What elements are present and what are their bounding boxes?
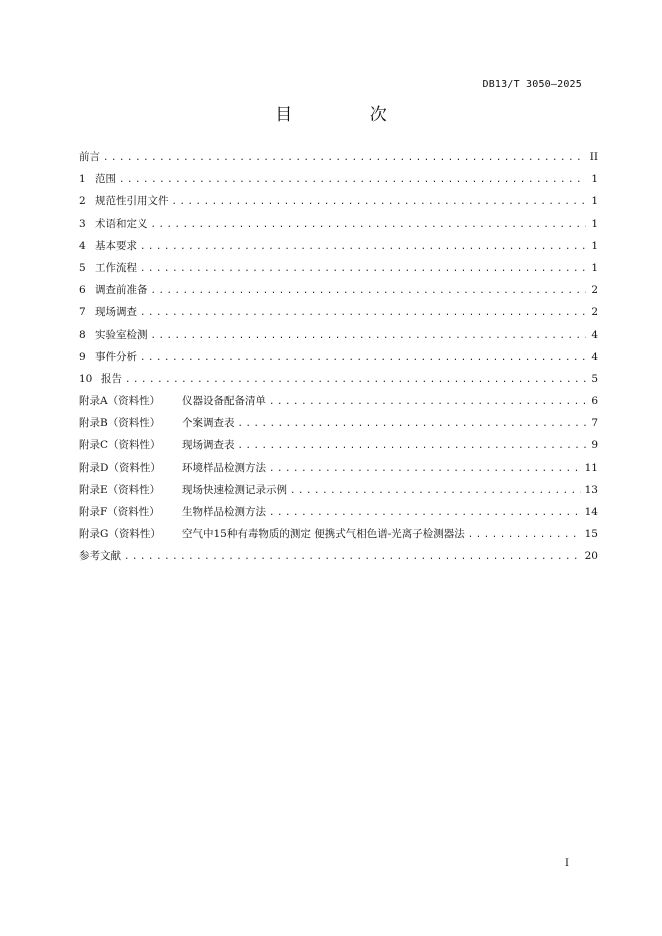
toc-entry[interactable]: [79, 168, 598, 190]
toc-entry-page: 13: [584, 483, 598, 496]
toc-entry-label: [79, 235, 137, 257]
toc-entry-page: 7: [591, 417, 598, 430]
toc-entry[interactable]: [79, 279, 598, 301]
toc-entry-page: 4: [591, 328, 598, 341]
toc-leader-dots: [238, 413, 587, 435]
toc-entry-title: 个案调查表: [182, 417, 235, 430]
toc-entry-title: 生物样品检测方法: [182, 506, 266, 518]
toc-entry-label: [79, 279, 148, 301]
toc-entry-page: 2: [591, 284, 598, 297]
toc-entry[interactable]: [79, 301, 598, 323]
toc-leader-dots: [468, 524, 581, 546]
toc-annex-prefix: 附录D（资料性）: [79, 461, 161, 474]
toc-entry-page: 15: [584, 528, 598, 541]
toc-entry-page: 20: [584, 550, 598, 563]
toc-leader-dots: [124, 546, 581, 568]
toc-entry[interactable]: [79, 434, 598, 456]
toc-entry-number: 10: [79, 372, 93, 385]
toc-entry-title: 调查前准备: [95, 284, 148, 297]
toc-entry-page: 1: [591, 261, 598, 274]
toc-entry-title: 空气中15种有毒物质的测定 便携式气相色谱-光离子检测器法: [182, 528, 465, 541]
toc-entry[interactable]: [79, 523, 598, 545]
table-of-contents: [79, 146, 598, 568]
toc-entry-label: [79, 257, 137, 279]
toc-entry-page: II: [589, 151, 598, 163]
toc-leader-dots: [140, 302, 586, 324]
toc-entry-title: 报告: [101, 372, 122, 385]
toc-entry-label: [79, 501, 266, 523]
toc-entry-label: [79, 190, 169, 212]
toc-entry-number: 8: [79, 328, 86, 341]
toc-leader-dots: [269, 502, 581, 524]
toc-entry[interactable]: [79, 545, 598, 567]
toc-entry[interactable]: [79, 346, 598, 368]
toc-entry-page: 4: [591, 350, 598, 363]
toc-entry-number: 2: [79, 195, 86, 208]
toc-entry-page: 9: [591, 439, 598, 452]
toc-leader-dots: [140, 258, 586, 280]
toc-annex-prefix: 附录B（资料性）: [79, 417, 161, 430]
toc-entry-label: [79, 434, 235, 456]
toc-entry-title: 环境样品检测方法: [182, 461, 266, 474]
toc-entry-page: 11: [584, 461, 598, 474]
toc-annex-prefix: 附录G（资料性）: [79, 528, 161, 541]
toc-entry-page: 5: [591, 372, 598, 385]
toc-leader-dots: [119, 169, 586, 191]
toc-entry-page: 14: [584, 506, 598, 518]
toc-entry-title: 基本要求: [95, 239, 137, 252]
toc-leader-dots: [125, 369, 586, 391]
toc-entry-label: [79, 479, 287, 501]
toc-entry-title: 术语和定义: [95, 217, 148, 230]
toc-leader-dots: [269, 391, 586, 413]
toc-annex-prefix: 附录F（资料性）: [79, 506, 160, 518]
toc-entry-number: 5: [79, 261, 86, 274]
toc-entry[interactable]: [79, 235, 598, 257]
toc-entry[interactable]: [79, 412, 598, 434]
toc-entry-label: [79, 523, 465, 545]
toc-entry[interactable]: [79, 213, 598, 235]
toc-entry-page: 1: [591, 217, 598, 230]
toc-entry-number: 9: [79, 350, 86, 363]
toc-entry[interactable]: [79, 501, 598, 523]
toc-entry-title: 现场调查: [95, 306, 137, 319]
toc-leader-dots: [140, 236, 586, 258]
toc-entry-number: 6: [79, 284, 86, 297]
toc-annex-prefix: 附录E（资料性）: [79, 483, 161, 496]
toc-entry-number: 4: [79, 239, 86, 252]
toc-leader-dots: [269, 458, 581, 480]
toc-entry-title: 工作流程: [95, 261, 137, 274]
toc-entry[interactable]: [79, 479, 598, 501]
toc-entry-number: 3: [79, 217, 86, 230]
toc-entry-title: 现场调查表: [182, 439, 235, 452]
toc-entry[interactable]: [79, 457, 598, 479]
toc-entry-title: 参考文献: [79, 550, 121, 563]
toc-entry-page: 1: [591, 173, 598, 186]
toc-entry-label: [79, 368, 122, 390]
toc-annex-prefix: 附录C（资料性）: [79, 439, 161, 452]
toc-entry-label: [79, 346, 137, 368]
toc-entry-page: 1: [591, 195, 598, 208]
toc-leader-dots: [103, 147, 586, 169]
toc-entry[interactable]: [79, 190, 598, 212]
toc-entry[interactable]: [79, 324, 598, 346]
toc-entry[interactable]: [79, 146, 598, 168]
toc-leader-dots: [140, 347, 586, 369]
toc-entry-label: [79, 146, 100, 168]
toc-leader-dots: [290, 480, 581, 502]
toc-entry-label: [79, 412, 235, 434]
toc-entry-page: 2: [591, 306, 598, 319]
toc-leader-dots: [151, 214, 587, 236]
toc-entry-title: 现场快速检测记录示例: [182, 483, 287, 496]
toc-leader-dots: [238, 435, 587, 457]
toc-entry-label: [79, 213, 148, 235]
toc-entry-label: [79, 545, 121, 567]
toc-entry-title: 实验室检测: [95, 328, 148, 341]
toc-entry-label: [79, 168, 116, 190]
toc-entry-title: 事件分析: [95, 350, 137, 363]
toc-leader-dots: [151, 280, 587, 302]
toc-leader-dots: [151, 325, 587, 347]
toc-entry-page: 1: [591, 239, 598, 252]
toc-entry-number: 1: [79, 173, 86, 186]
standard-code: DB13/T 3050—2025: [482, 79, 582, 90]
toc-entry-title: 规范性引用文件: [95, 195, 169, 208]
toc-entry[interactable]: [79, 390, 598, 412]
toc-entry-page: 6: [591, 395, 598, 408]
page-number: I: [565, 858, 569, 869]
toc-entry-title: 仪器设备配备清单: [182, 395, 266, 408]
toc-entry-number: 7: [79, 306, 86, 319]
toc-entry-label: [79, 457, 266, 479]
toc-entry-title: 范围: [95, 173, 116, 186]
toc-entry-title: 前言: [79, 151, 100, 163]
toc-entry-label: [79, 301, 137, 323]
toc-title: 目 次: [275, 105, 423, 125]
toc-entry[interactable]: [79, 368, 598, 390]
toc-leader-dots: [172, 191, 587, 213]
toc-entry-label: [79, 324, 148, 346]
toc-entry[interactable]: [79, 257, 598, 279]
toc-annex-prefix: 附录A（资料性）: [79, 395, 161, 408]
toc-entry-label: [79, 390, 266, 412]
